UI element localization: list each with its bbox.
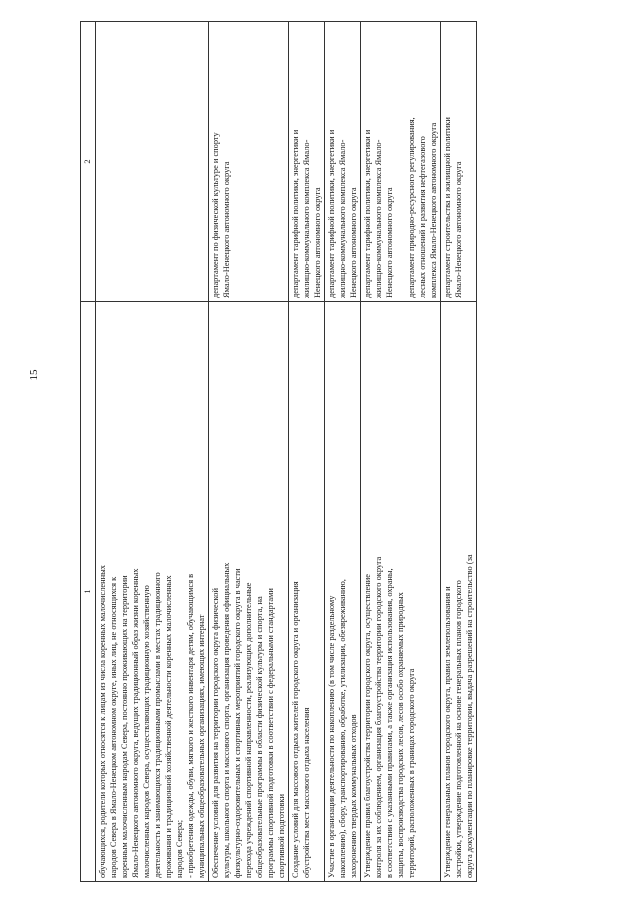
column-header-1: 1 bbox=[81, 302, 96, 882]
document-sheet bbox=[80, 22, 560, 882]
text-line: Утверждение правил благоустройства территории городского округа, осуществление bbox=[363, 574, 372, 878]
text-line: Ненецкого автономного округа bbox=[349, 187, 358, 298]
text-line: Ненецкого автономного округа bbox=[385, 187, 394, 298]
table-body bbox=[96, 22, 477, 882]
text-line: обучающихся, родители которых относятся к лицам из числа коренных малочисленных bbox=[98, 565, 107, 878]
text-line: округа документации по планировке территории, выдача разрешений на строительство (за bbox=[465, 554, 474, 878]
text-line: - приобретения одежды, обуви, мягкого и жесткого инвентаря детям, обучающимся в bbox=[186, 573, 195, 878]
text-line: Ненецкого автономного округа bbox=[313, 187, 322, 298]
power-description-cell bbox=[96, 302, 209, 882]
text-line: Участие в организации деятельности по накоплению (в том числе раздельному bbox=[327, 595, 336, 878]
text-line: жилищно-коммунального комплекса Ямало- bbox=[302, 139, 311, 298]
responsible-department-cell bbox=[209, 22, 289, 302]
text-line: деятельность и занимающихся традиционными промыслами в местах традиционного bbox=[153, 572, 162, 878]
power-description-cell bbox=[441, 302, 477, 882]
text-line: коренным малочисленным народам Севера, постоянно проживающих на территории bbox=[120, 575, 129, 878]
text-line: общеобразовательные программы в области физической культуры и спорта, на bbox=[255, 596, 264, 878]
responsible-department-cell bbox=[325, 22, 361, 302]
text-line: программы спортивной подготовки в соответствии с федеральными стандартами bbox=[266, 588, 275, 878]
text-line: департамент тарифной политики, энергетики и bbox=[291, 129, 300, 298]
power-description-cell bbox=[289, 302, 325, 882]
text-line: народов Севера в Ямало-Ненецком автономном округе, иных лиц, не относящихся к bbox=[109, 576, 118, 878]
text-line: Ямало-Ненецкого автономного округа bbox=[454, 161, 463, 298]
table-row bbox=[325, 22, 361, 882]
table-row bbox=[96, 22, 209, 882]
text-line: департамент по физической культуре и спорту bbox=[211, 132, 220, 298]
text-line: Ямало-Ненецкого автономного округа, ведущих традиционный образ жизни коренных bbox=[131, 568, 140, 878]
text-line: жилищно-коммунального комплекса Ямало- bbox=[338, 139, 347, 298]
power-description-cell bbox=[325, 302, 361, 882]
text-line: муниципальных общеобразовательных организациях, имеющих интернат bbox=[197, 614, 206, 878]
table-header-row bbox=[81, 22, 96, 882]
page-number: 15 bbox=[28, 369, 40, 381]
text-line bbox=[395, 25, 406, 298]
power-description-cell bbox=[209, 302, 289, 882]
text-line: народов Севера; bbox=[175, 819, 184, 878]
responsible-department-cell bbox=[361, 22, 441, 302]
text-line: департамент тарифной политики, энергетики и bbox=[327, 129, 336, 298]
table-row bbox=[209, 22, 289, 882]
text-line: жилищно-коммунального комплекса Ямало- bbox=[374, 139, 383, 298]
text-line: спортивной подготовки bbox=[277, 793, 286, 878]
column-header-2: 2 bbox=[81, 22, 96, 302]
text-line: Обеспечение условий для развития на территории городского округа физической bbox=[211, 588, 220, 878]
text-line: контроля за их соблюдением, организация благоустройства территории городского округа bbox=[374, 556, 383, 878]
table-row bbox=[289, 22, 325, 882]
text-line: проживания и традиционной хозяйственной деятельности коренных малочисленных bbox=[164, 575, 173, 878]
text-line: комплекса Ямало-Ненецкого автономного округа bbox=[429, 122, 438, 298]
text-line: защиты, воспроизводства городских лесов, лесов особо охраняемых природных bbox=[396, 592, 405, 878]
text-line: Утверждение генеральных планов городского округа, правил землепользования и bbox=[443, 586, 452, 878]
text-line: в соответствии с указанными правилами, а также организация использования, охраны, bbox=[385, 568, 394, 878]
text-line: перехода учреждений спортивной направленности, реализующих дополнительные bbox=[244, 582, 253, 878]
text-line: Создание условий для массового отдыха жителей городского округа и организация bbox=[291, 581, 300, 878]
responsible-department-cell bbox=[96, 22, 209, 302]
text-line: департамент строительства и жилищной политики bbox=[443, 117, 452, 298]
table-row bbox=[361, 22, 441, 882]
text-line: физкультурно-оздоровительных и спортивных мероприятий городского округа в части bbox=[233, 568, 242, 878]
text-line: захоронению твердых коммунальных отходов bbox=[349, 714, 358, 878]
text-line: территорий, расположенных в границах городского округа bbox=[407, 668, 416, 878]
text-line: культуры, школьного спорта и массового спорта, организация проведения официальных bbox=[222, 562, 231, 878]
text-line: накоплению), сбору, транспортированию, обработке, утилизации, обезвреживанию, bbox=[338, 579, 347, 878]
text-line: департамент тарифной политики, энергетики и bbox=[363, 129, 372, 298]
responsibility-table bbox=[80, 21, 477, 882]
text-line: департамент природно-ресурсного регулирования, bbox=[407, 117, 416, 298]
text-line: Ямало-Ненецкого автономного округа bbox=[222, 161, 231, 298]
table-row bbox=[441, 22, 477, 882]
text-line: застройки, утверждение подготовленной на основе генеральных планов городского bbox=[454, 580, 463, 878]
responsible-department-cell bbox=[289, 22, 325, 302]
text-line: малочисленных народов Севера, осуществляющих традиционную хозяйственную bbox=[142, 585, 151, 878]
text-line: обустройства мест массового отдыха населения bbox=[302, 707, 311, 878]
text-line: лесных отношений и развития нефтегазового bbox=[418, 136, 427, 298]
power-description-cell bbox=[361, 302, 441, 882]
responsible-department-cell bbox=[441, 22, 477, 302]
